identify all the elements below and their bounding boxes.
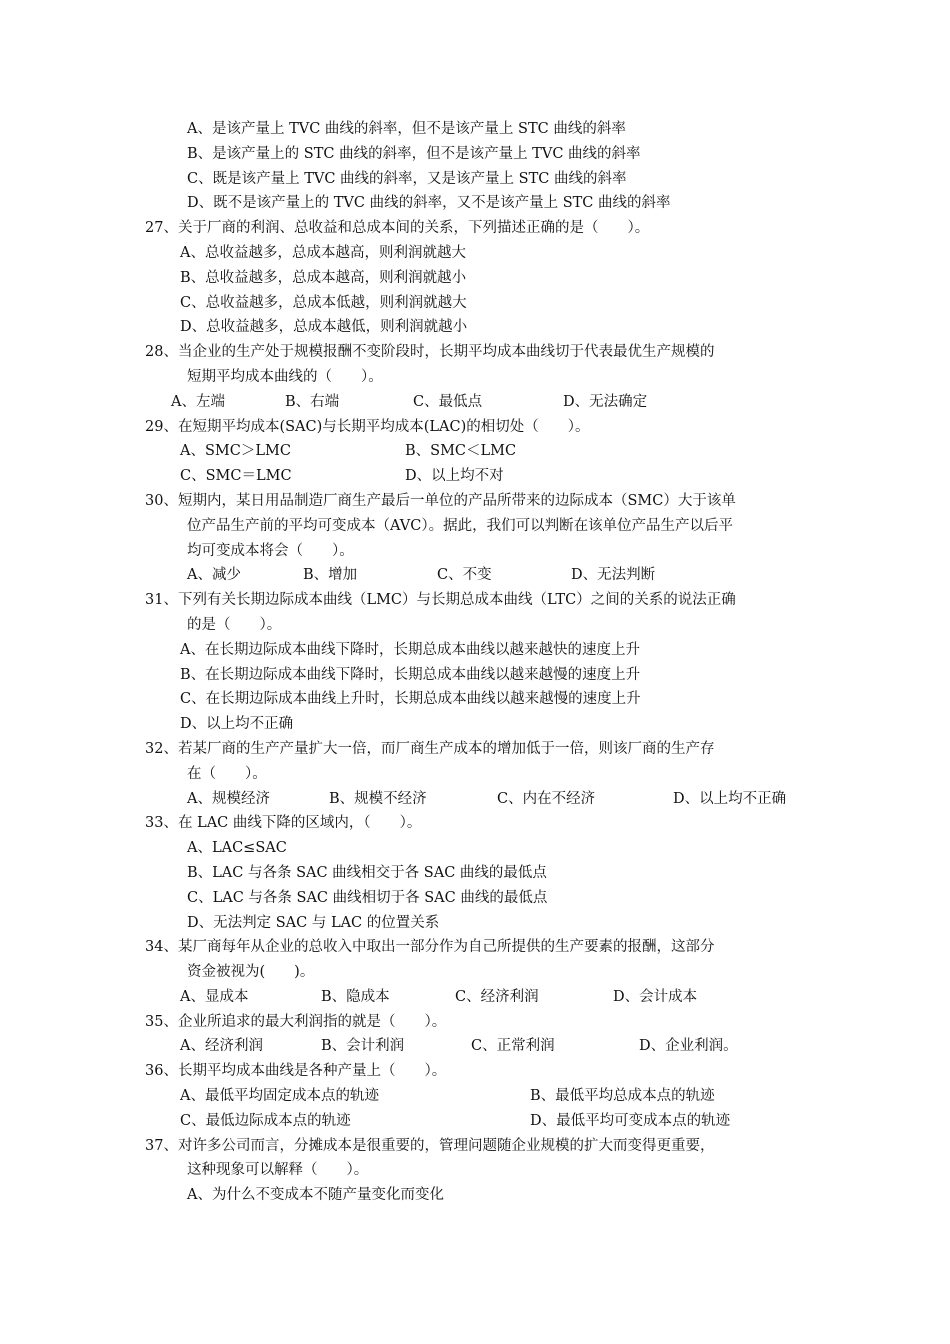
- option-text: B、LAC 与各条 SAC 曲线相交于各 SAC 曲线的最低点: [187, 864, 547, 881]
- option-text: D、无法判定 SAC 与 LAC 的位置关系: [187, 914, 440, 931]
- option-text: D、会计成本: [613, 988, 698, 1005]
- option-text: C、不变: [437, 567, 492, 584]
- option-text: A、LAC≤SAC: [187, 840, 287, 857]
- option-text: C、总收益越多，总成本低越，则利润就越大: [180, 294, 467, 311]
- question-text: 37、对许多公司而言，分摊成本是很重要的，管理问题随企业规模的扩大而变得更重要，: [145, 1137, 715, 1154]
- question-continuation: 这种现象可以解释（ ）。: [187, 1162, 369, 1179]
- option-row: [145, 1034, 825, 1059]
- option-row: [145, 439, 825, 464]
- option-text: A、经济利润: [180, 1038, 263, 1055]
- option-text: C、最低点: [413, 393, 483, 410]
- option-row: [145, 464, 825, 489]
- option-text: A、SMC＞LMC: [180, 443, 291, 460]
- question-text: 34、某厂商每年从企业的总收入中取出一部分作为自己所提供的生产要素的报酬，这部分: [145, 939, 715, 956]
- question-text: 27、关于厂商的利润、总收益和总成本间的关系，下列描述正确的是（ ）。: [145, 220, 650, 237]
- option-row: [145, 787, 825, 812]
- option-text: D、企业利润。: [639, 1038, 738, 1055]
- option-text: C、在长期边际成本曲线上升时，长期总成本曲线以越来越慢的速度上升: [180, 691, 641, 708]
- option-row: [145, 390, 825, 415]
- question-continuation: 的是（ ）。: [187, 616, 282, 633]
- option-text: C、LAC 与各条 SAC 曲线相切于各 SAC 曲线的最低点: [187, 889, 548, 906]
- question-text: 29、在短期平均成本(SAC)与长期平均成本(LAC)的相切处（ ）。: [145, 418, 590, 435]
- question-list: [145, 117, 825, 1208]
- option-text: B、增加: [303, 567, 358, 584]
- option-text: B、最低平均总成本点的轨迹: [530, 1088, 715, 1105]
- question-continuation: 在（ ）。: [187, 765, 267, 782]
- option-text: C、内在不经济: [497, 790, 596, 807]
- question-continuation: 均可变成本将会（ ）。: [187, 542, 354, 559]
- question-continuation: 短期平均成本曲线的（ ）。: [187, 368, 383, 385]
- option-text: C、SMC＝LMC: [180, 468, 292, 485]
- option-text: B、SMC＜LMC: [405, 443, 517, 460]
- option-text: A、显成本: [180, 988, 249, 1005]
- option-text: D、既不是该产量上的 TVC 曲线的斜率，又不是该产量上 STC 曲线的斜率: [187, 195, 671, 212]
- option-text: B、在长期边际成本曲线下降时，长期总成本曲线以越来越慢的速度上升: [180, 666, 641, 683]
- option-text: A、规模经济: [187, 790, 270, 807]
- question-text: 36、长期平均成本曲线是各种产量上（ ）。: [145, 1063, 447, 1080]
- option-text: D、以上均不正确: [673, 790, 787, 807]
- question-continuation: 资金被视为( )。: [187, 964, 315, 981]
- option-text: D、最低平均可变成本点的轨迹: [530, 1112, 731, 1129]
- option-text: C、正常利润: [471, 1038, 555, 1055]
- question-text: 28、当企业的生产处于规模报酬不变阶段时，长期平均成本曲线切于代表最优生产规模的: [145, 344, 715, 361]
- question-continuation: 位产品生产前的平均可变成本（AVC）。据此，我们可以判断在该单位产品生产以后平: [187, 517, 734, 534]
- question-text: 35、企业所追求的最大利润指的就是（ ）。: [145, 1013, 447, 1030]
- option-text: B、总收益越多，总成本越高，则利润就越小: [180, 269, 467, 286]
- option-row: [145, 985, 825, 1010]
- option-text: A、最低平均固定成本点的轨迹: [180, 1088, 379, 1105]
- option-text: D、以上均不对: [405, 468, 504, 485]
- option-text: D、总收益越多，总成本越低，则利润就越小: [180, 319, 468, 336]
- option-text: D、以上均不正确: [180, 716, 294, 733]
- question-text: 30、短期内，某日用品制造厂商生产最后一单位的产品所带来的边际成本（SMC）大于该单: [145, 492, 736, 509]
- question-text: 31、下列有关长期边际成本曲线（LMC）与长期总成本曲线（LTC）之间的关系的说法正确: [145, 592, 736, 609]
- question-text: 33、在 LAC 曲线下降的区域内，（ ）。: [145, 815, 422, 832]
- option-text: D、无法确定: [563, 393, 648, 410]
- option-text: B、右端: [285, 393, 340, 410]
- option-text: C、既是该产量上 TVC 曲线的斜率，又是该产量上 STC 曲线的斜率: [187, 170, 627, 187]
- option-text: C、最低边际成本点的轨迹: [180, 1112, 351, 1129]
- option-text: A、在长期边际成本曲线下降时，长期总成本曲线以越来越快的速度上升: [180, 641, 640, 658]
- option-text: B、会计利润: [321, 1038, 405, 1055]
- option-text: B、隐成本: [321, 988, 390, 1005]
- option-text: A、是该产量上 TVC 曲线的斜率，但不是该产量上 STC 曲线的斜率: [187, 121, 626, 137]
- option-row: [145, 1109, 825, 1134]
- option-text: A、左端: [171, 393, 225, 410]
- option-text: D、无法判断: [571, 567, 656, 584]
- option-row: [145, 1084, 825, 1109]
- option-text: B、是该产量上的 STC 曲线的斜率，但不是该产量上 TVC 曲线的斜率: [187, 145, 641, 162]
- option-text: A、总收益越多，总成本越高，则利润就越大: [180, 244, 466, 261]
- option-text: A、为什么不变成本不随产量变化而变化: [187, 1187, 444, 1204]
- option-text: B、规模不经济: [329, 790, 427, 807]
- question-text: 32、若某厂商的生产产量扩大一倍，而厂商生产成本的增加低于一倍，则该厂商的生产存: [145, 740, 715, 757]
- option-row: [145, 563, 825, 588]
- option-text: A、减少: [187, 567, 241, 584]
- option-text: C、经济利润: [455, 988, 539, 1005]
